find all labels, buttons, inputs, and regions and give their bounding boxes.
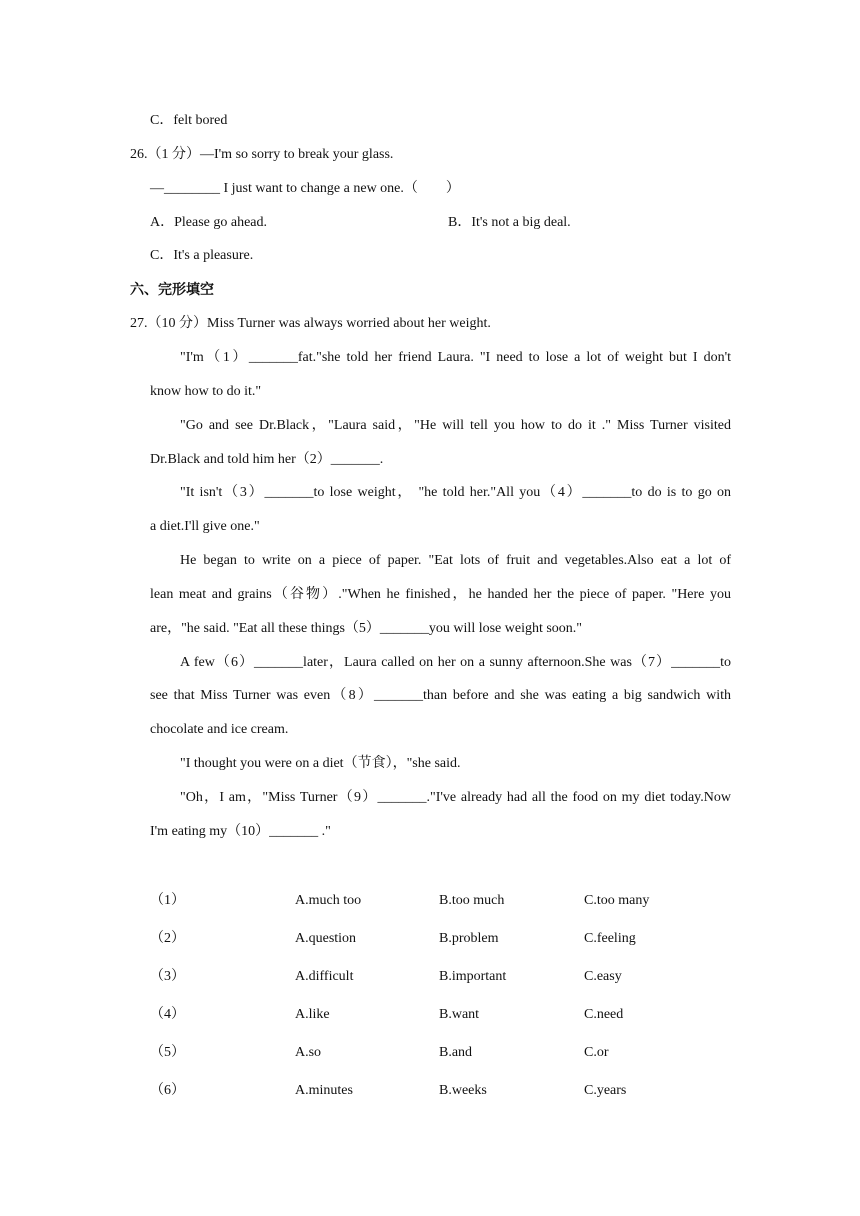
passage-line: A few（6）_______later，Laura called on her on a sunny afternoon.She was（7）_______to	[180, 655, 731, 670]
passage-line: "Oh，I am，"Miss Turner（9）_______."I've already had all the food on my diet today.Now	[180, 790, 731, 805]
choice-option-a: A.minutes	[295, 1083, 353, 1098]
q26-option-a: A．Please go ahead.	[150, 215, 268, 230]
passage-line: "Go and see Dr.Black，"Laura said，"He will tell you how to do it ." Miss Turner visited	[180, 418, 731, 433]
passage-line: are，"he said. "Eat all these things（5）_______you will lose weight soon."	[150, 621, 583, 636]
choice-number: （5）	[150, 1045, 185, 1060]
passage-line: lean meat and grains（谷物）."When he finished，he handed her the piece of paper. "Here you	[150, 587, 731, 602]
choice-option-b: B.and	[439, 1045, 473, 1060]
choice-number: （2）	[150, 931, 185, 946]
passage-line: see that Miss Turner was even（8）_______than before and she was eating a big sandwich with	[150, 688, 731, 703]
choice-option-c: C.or	[584, 1045, 609, 1060]
choice-option-a: A.difficult	[295, 969, 354, 984]
choice-number: （1）	[150, 893, 185, 908]
choice-number: （3）	[150, 969, 185, 984]
choice-option-a: A.so	[295, 1045, 322, 1060]
choice-option-c: C.need	[584, 1007, 624, 1022]
choice-option-a: A.much too	[295, 893, 362, 908]
choice-option-c: C.feeling	[584, 931, 636, 946]
q27-stem: 27.（10 分）Miss Turner was always worried about her weight.	[130, 316, 491, 331]
passage-line: "I'm（1）_______fat."she told her friend Laura. "I need to lose a lot of weight but I don't	[180, 350, 731, 365]
passage-line: Dr.Black and told him her（2）_______.	[150, 452, 384, 467]
passage-line: chocolate and ice cream.	[150, 722, 289, 737]
choice-option-b: B.want	[439, 1007, 480, 1022]
passage-line: a diet.I'll give one."	[150, 519, 260, 534]
choice-option-b: B.weeks	[439, 1083, 487, 1098]
q26-stem: 26.（1 分）—I'm so sorry to break your glass.	[130, 147, 394, 162]
choice-option-c: C.easy	[584, 969, 622, 984]
passage-line: "I thought you were on a diet（节食），"she said.	[180, 756, 461, 771]
choice-option-a: A.like	[295, 1007, 330, 1022]
choice-option-b: B.too much	[439, 893, 505, 908]
q26-option-b: B．It's not a big deal.	[448, 215, 571, 230]
q26-option-c: C．It's a pleasure.	[150, 248, 254, 263]
q25-option-c: C．felt bored	[150, 113, 228, 128]
passage-line: "It isn't（3）_______to lose weight， "he told her."All you（4）_______to do is to go on	[180, 485, 731, 500]
choice-option-b: B.problem	[439, 931, 499, 946]
passage-line: I'm eating my（10）_______ ."	[150, 824, 331, 839]
choice-option-c: C.too many	[584, 893, 650, 908]
choice-number: （6）	[150, 1083, 185, 1098]
passage-line: know how to do it."	[150, 384, 262, 399]
choice-option-c: C.years	[584, 1083, 627, 1098]
passage-line: He began to write on a piece of paper. "Eat lots of fruit and vegetables.Also eat a lot of	[180, 553, 731, 568]
choice-option-b: B.important	[439, 969, 507, 984]
choice-option-a: A.question	[295, 931, 357, 946]
choice-number: （4）	[150, 1007, 185, 1022]
q26-line2: —________ I just want to change a new one.（ ）	[150, 181, 460, 196]
section-title: 六、完形填空	[130, 282, 214, 298]
